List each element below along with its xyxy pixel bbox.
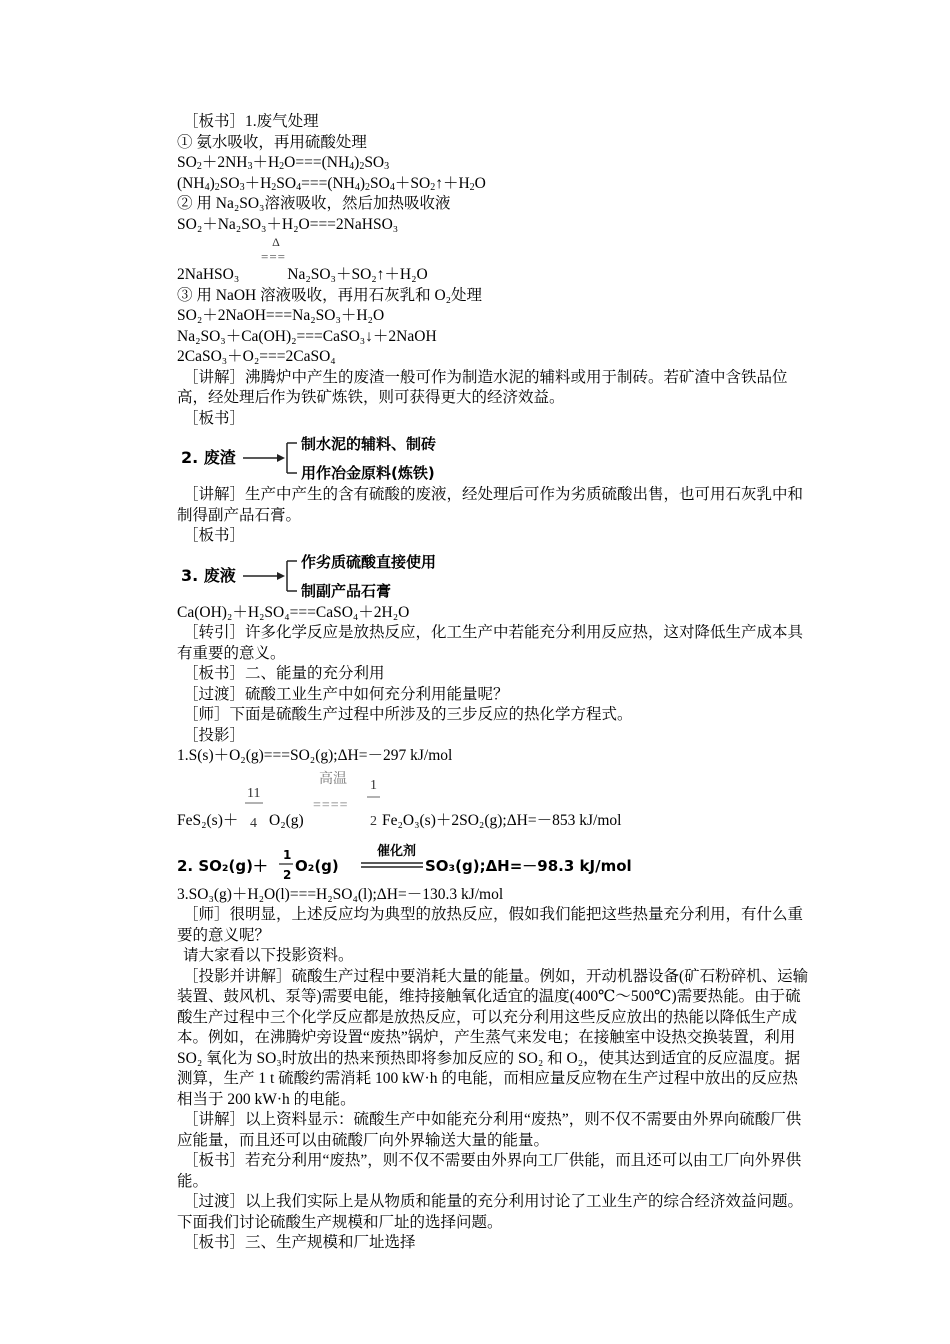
equation-neutralization: Ca(OH)₂＋H₂SO₄===CaSO₄＋2H₂O xyxy=(177,603,410,621)
board-heading-scale: ［板书］三、生产规模和厂址选择 xyxy=(183,1234,416,1251)
lecture-waste-heat: ［讲解］以上资料显示：硫酸生产中如能充分利用“废热”，则不仅不需要由外界向硫酸厂供应能量，而且还可以由硫酸厂向外界输送大量的能量。 xyxy=(177,1111,802,1149)
diagram-residue-label: 2. 废渣 xyxy=(181,448,236,467)
projection-label: ［投影］ xyxy=(183,726,246,744)
equals-arrow: === xyxy=(261,249,286,264)
diagram-waste-liquid xyxy=(177,549,809,601)
diagram-liquid-label: 3. 废液 xyxy=(181,565,236,585)
equation-so2-naoh: SO₂＋2NaOH===Na₂SO₃＋H₂O xyxy=(177,307,385,324)
thermo-equation-1: 1.S(s)＋O₂(g)===SO₂(g);ΔH=－297 kJ/mol xyxy=(177,747,453,764)
board-heading-energy: ［板书］二、能量的充分利用 xyxy=(183,665,385,682)
fes2-reactant: FeS₂(s)＋ xyxy=(177,811,239,829)
delta-symbol: Δ xyxy=(272,235,280,249)
equation-na2so3-caoh2: Na₂SO₃＋Ca(OH)₂===CaSO₃↓＋2NaOH xyxy=(177,327,437,345)
frac1-denominator: 4 xyxy=(250,815,257,831)
projection-explanation: ［投影并讲解］硫酸生产过程中要消耗大量的能量。例如，开动机器设备(矿石粉碎机、运输装置、鼓风机、泵等)需要电能，维持接触氧化适宜的温度(400℃～500℃)需要热能。由于硫酸生产过程中三个化学反应都是放热反应，可以充分利用这些反应放出的热能以降低生产成本。例如，在沸腾炉旁设置“废热”锅炉，产生蒸气来发电；在接触室中设热交换装置，利用 SO₂ 氧化为 SO₃时放出的热来预热即将参加反应的 SO₂ 和 O₂，使其达到适宜的反应温度。据测算，生产 1 t 硫酸约需消耗 100 kW·h 的电能，而相应量反应物在生产过程中放出的反应热相当于 200 kW·h 的电能。 xyxy=(177,967,809,1108)
transition-scale: ［过渡］以上我们实际上是从物质和能量的充分利用讨论了工业生产的综合经济效益问题。下面我们讨论硫酸生产规模和厂址的选择问题。 xyxy=(177,1193,804,1231)
eq2-reactant: 2. SO₂(g)＋ xyxy=(177,856,268,875)
transition-heat: ［转引］许多化学反应是放热反应，化工生产中若能充分利用反应热，这对降低生产成本具有重要的意义。 xyxy=(177,624,804,662)
eq2-frac-den: 2 xyxy=(283,867,292,882)
high-temp-condition: 高温 xyxy=(319,771,347,787)
fes2-oxygen: O₂(g) xyxy=(269,811,304,829)
frac2-denominator: 2 xyxy=(370,813,377,829)
board-waste-heat: ［板书］若充分利用“废热”，则不仅不需要由外界向工厂供能，而且还可以由工厂向外界供能。 xyxy=(177,1152,802,1190)
diagram-residue-item-1: 制水泥的辅料、制砖 xyxy=(301,435,437,453)
equation-so2-na2so3: SO₂＋Na₂SO₃＋H₂O===2NaHSO₃ xyxy=(177,215,399,233)
equation-caso3-oxidation: 2CaSO₃＋O₂===2CaSO₄ xyxy=(177,348,336,365)
diagram-liquid-item-2: 制副产品石膏 xyxy=(301,581,392,600)
teacher-intro-equations: ［师］下面是硫酸生产过程中所涉及的三步反应的热化学方程式。 xyxy=(183,706,633,723)
equation-so2-nh3: $SO_2+2NH_3+H_2O===(NH_4)_2SO_3$ xyxy=(177,154,390,172)
diagram-liquid-item-1: 作劣质硫酸直接使用 xyxy=(301,552,437,571)
see-projection: 请大家看以下投影资料。 xyxy=(183,947,354,964)
bracket-diagram-liquid xyxy=(177,549,497,601)
eq2-products: SO₃(g);ΔH=－98.3 kJ/mol xyxy=(425,856,632,875)
diagram-residue-item-2: 用作冶金原料(炼铁) xyxy=(301,464,435,482)
method-ammonia: ① 氨水吸收，再用硫酸处理 xyxy=(177,133,367,151)
lecture-waste-residue: ［讲解］沸腾炉中产生的废渣一般可作为制造水泥的辅料或用于制砖。若矿渣中含铁品位高，经处理后作为铁矿炼铁，则可获得更大的经济效益。 xyxy=(177,368,788,406)
teacher-question: ［师］很明显，上述反应均为典型的放热反应，假如我们能把这些热量充分利用，有什么重要的意义呢？ xyxy=(177,906,804,944)
thermo-equation-2 xyxy=(177,841,809,885)
board-label-2: ［板书］ xyxy=(183,527,246,544)
catalyst-label: 催化剂 xyxy=(377,843,417,859)
heat-condition xyxy=(177,235,809,265)
bracket-diagram-residue xyxy=(177,431,497,483)
high-temp-arrow: ==== xyxy=(313,797,349,813)
equation-ammonium-sulfite-acid: $(NH_4)_2SO_3+H_2SO_4===(NH_4)_2SO_4+SO_2↑+H_2O$ xyxy=(177,174,486,193)
eq2-oxygen: O₂(g) xyxy=(295,856,339,875)
equation-nahso3-decompose: 2NaHSO₃ Na₂SO₃＋SO₂↑＋H₂O xyxy=(177,266,428,283)
fes2-products: Fe₂O₃(s)＋2SO₂(g);ΔH=－853 kJ/mol xyxy=(382,811,622,829)
eq2-frac-num: 1 xyxy=(283,847,292,862)
board-heading-waste-gas: ［板书］1.废气处理 xyxy=(183,113,319,130)
thermo-equation-3: 3.SO₃(g)＋H₂O(l)===H₂SO₄(l);ΔH=－130.3 kJ/mol xyxy=(177,885,504,903)
transition-energy-question: ［过渡］硫酸工业生产中如何充分利用能量呢？ xyxy=(183,685,509,703)
method-sodium-sulfite: ② 用 Na₂SO₃溶液吸收，然后加热吸收液 xyxy=(177,195,451,212)
diagram-waste-residue xyxy=(177,431,809,483)
method-naoh: ③ 用 NaOH 溶液吸收，再用石灰乳和 O₂处理 xyxy=(177,286,483,304)
thermo-equation-fes2 xyxy=(177,767,809,841)
fes2-equation-svg xyxy=(177,767,809,841)
board-label-1: ［板书］ xyxy=(183,409,246,427)
frac1-numerator: 11 xyxy=(247,785,261,801)
lecture-waste-liquid: ［讲解］生产中产生的含有硫酸的废液，经处理后可作为劣质硫酸出售，也可用石灰乳中和制得副产品石膏。 xyxy=(177,486,804,524)
so2-equation-svg xyxy=(177,841,809,885)
document-body xyxy=(177,112,809,1254)
frac2-numerator: 1 xyxy=(370,777,377,793)
